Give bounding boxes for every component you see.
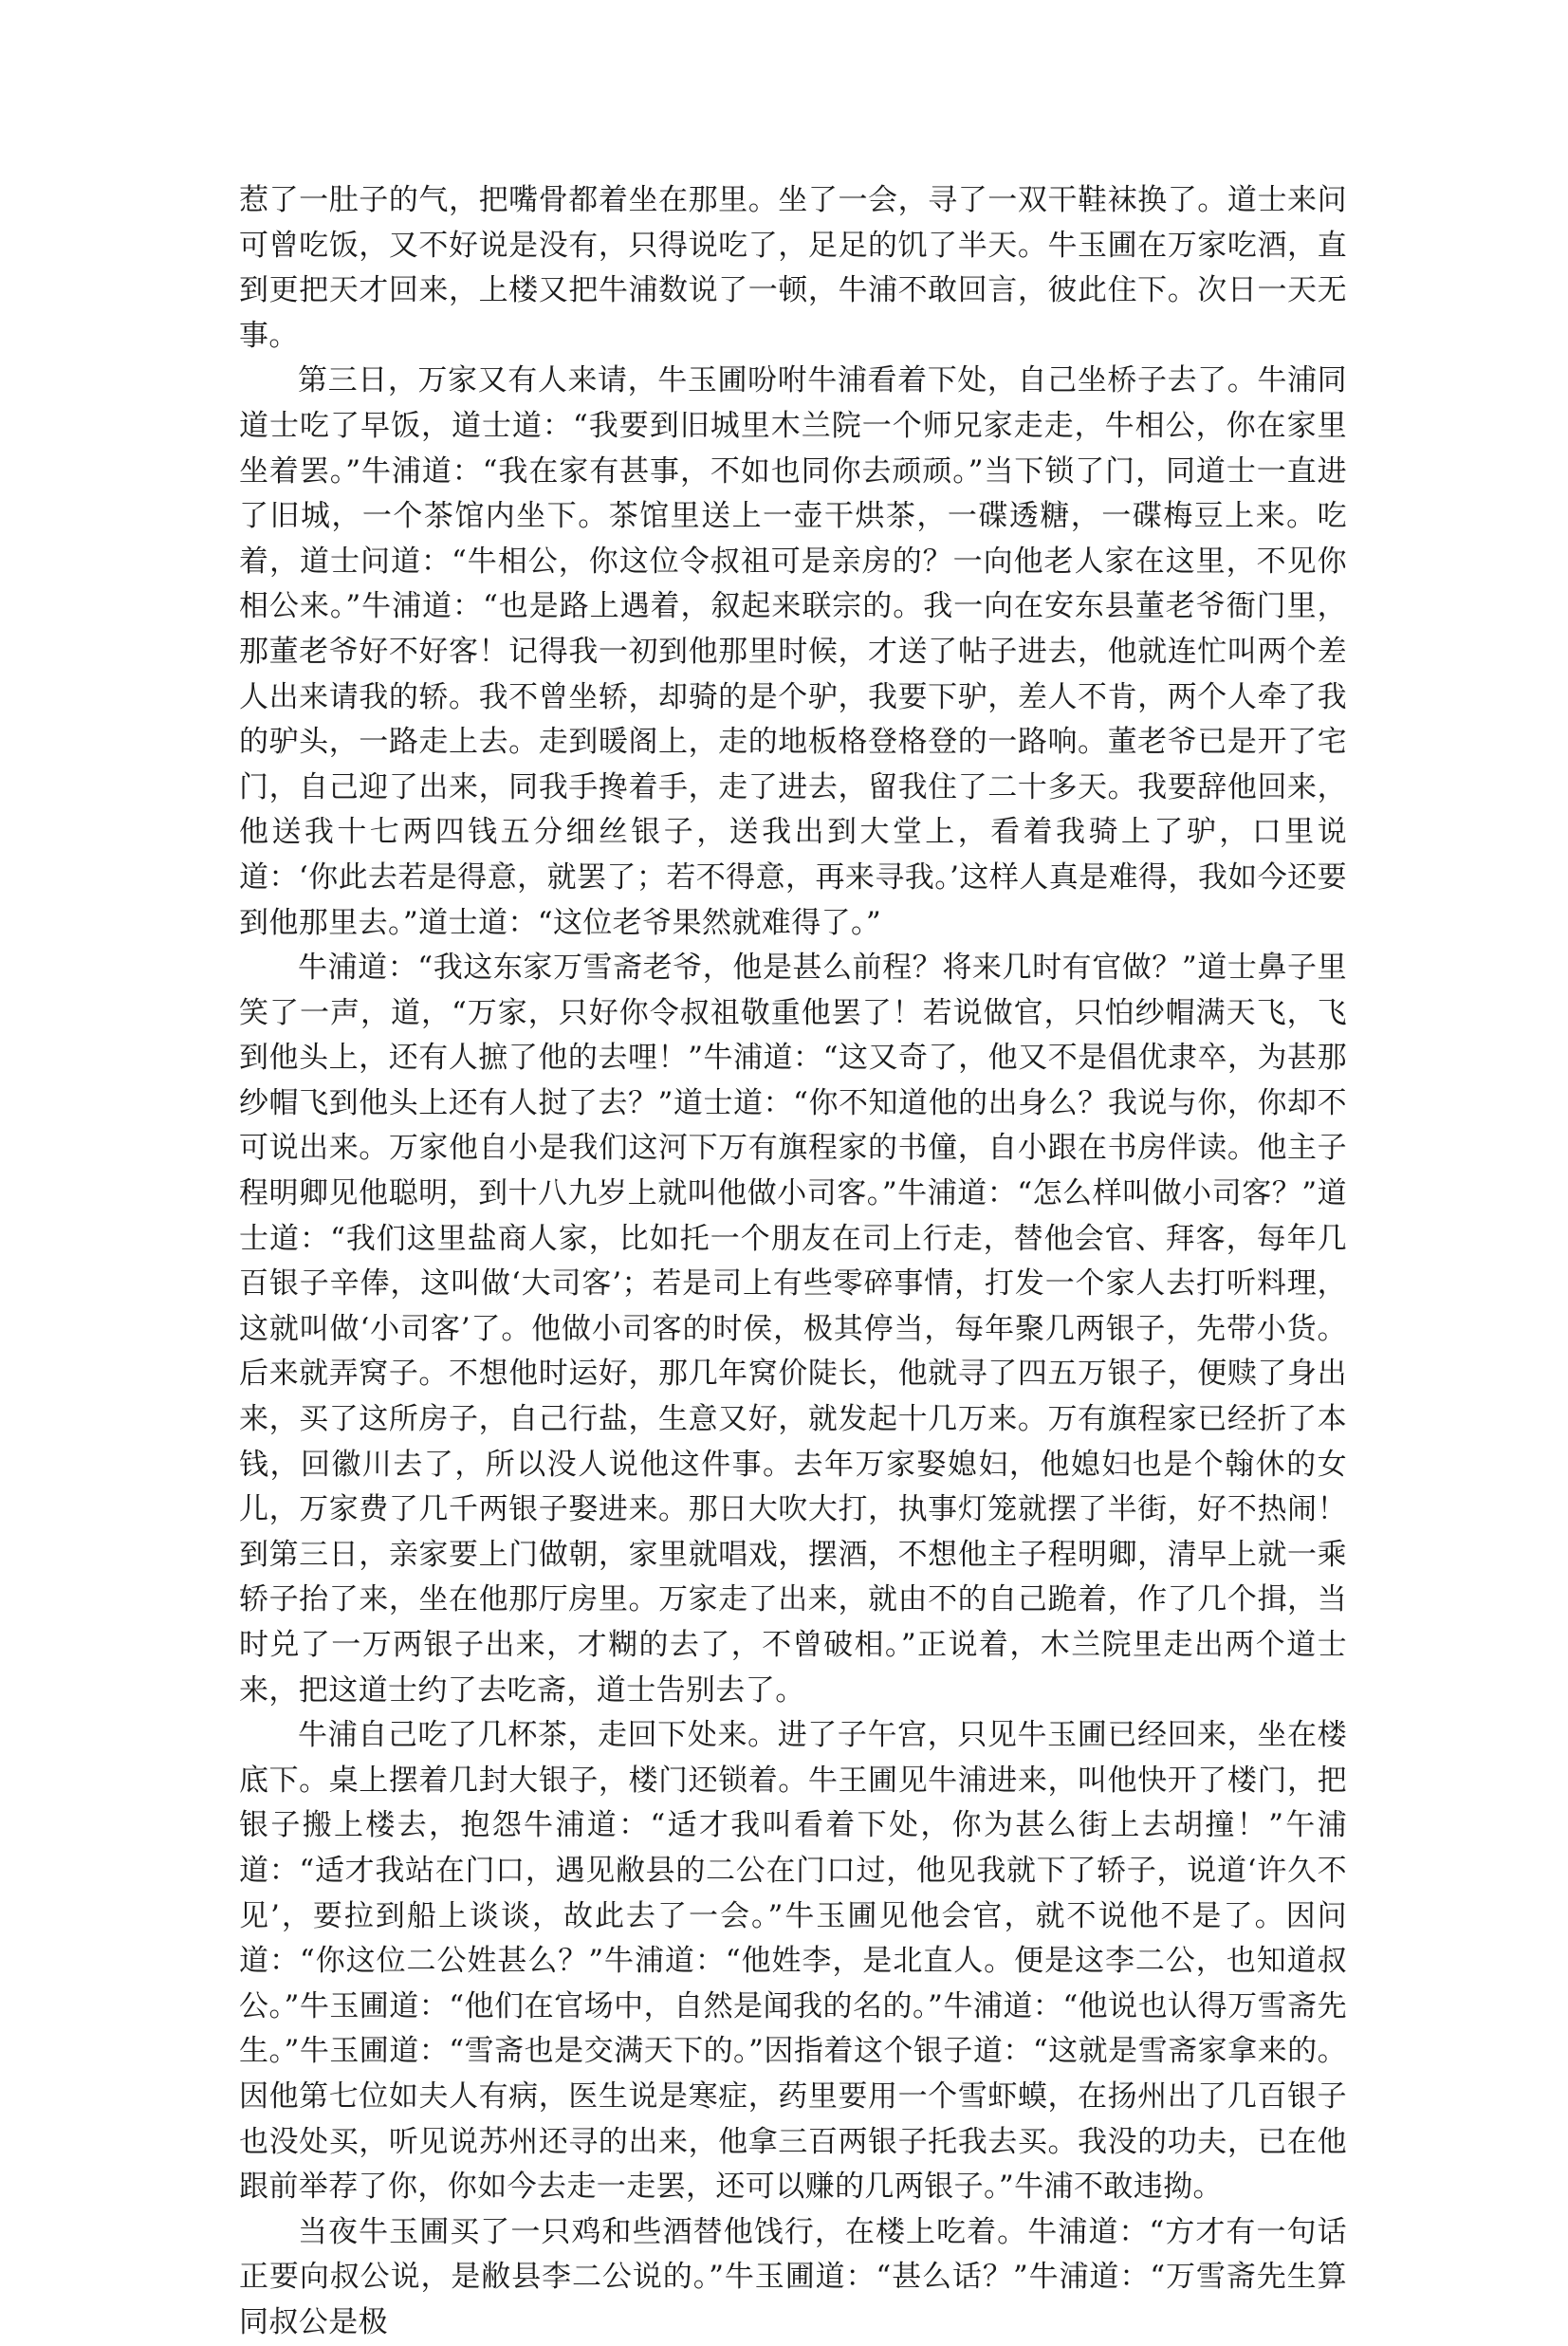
paragraph-2: 第三日，万家又有人来请，牛玉圃吩咐牛浦看着下处，自己坐桥子去了。牛浦同道士吃了早饭，道士道：“我要到旧城里木兰院一个师兄家走走，牛相公，你在家里坐着罢。”牛浦道：“我在家有甚事，不如也同你去顽顽。”当下锁了门，同道士一直进了旧城，一个茶馆内坐下。茶馆里送上一壶干烘茶，一碟透糖，一碟梅豆上来。吃着，道士问道：“牛相公，你这位令叔祖可是亲房的？一向他老人家在这里，不见你相公来。”牛浦道：“也是路上遇着，叙起来联宗的。我一向在安东县董老爷衙门里，那董老爷好不好客！记得我一初到他那里时候，才送了帖子进去，他就连忙叫两个差人出来请我的轿。我不曾坐轿，却骑的是个驴，我要下驴，差人不肯，两个人牵了我的驴头，一路走上去。走到暖阁上，走的地板格登格登的一路响。董老爷已是开了宅门，自己迎了出来，同我手搀着手，走了进去，留我住了二十多天。我要辞他回来，他送我十七两四钱五分细丝银子，送我出到大堂上，看着我骑上了驴，口里说道：‘你此去若是得意，就罢了；若不得意，再来寻我。’这样人真是难得，我如今还要到他那里去。”道士道：“这位老爷果然就难得了。”: [239, 363, 1347, 940]
paragraph-4: 牛浦自己吃了几杯茶，走回下处来。进了子午宫，只见牛玉圃已经回来，坐在楼底下。桌上摆着几封大银子，楼门还锁着。牛王圃见牛浦进来，叫他快开了楼门，把银子搬上楼去，抱怨牛浦道：“适才我叫看着下处，你为甚么街上去胡撞！”午浦道：“适才我站在门口，遇见敝县的二公在门口过，他见我就下了轿子，说道‘许久不见’，要拉到船上谈谈，故此去了一会。”牛玉圃见他会官，就不说他不是了。因问道：“你这位二公姓甚么？”牛浦道：“他姓李，是北直人。便是这李二公，也知道叔公。”牛玉圃道：“他们在官场中，自然是闻我的名的。”牛浦道：“他说也认得万雪斋先生。”牛玉圃道：“雪斋也是交满天下的。”因指着这个银子道：“这就是雪斋家拿来的。因他第七位如夫人有病，医生说是寒症，药里要用一个雪虾蟆，在扬州出了几百银子也没处买，听见说苏州还寻的出来，他拿三百两银子托我去买。我没的功夫，已在他跟前举荐了你，你如今去走一走罢，还可以赚的几两银子。”牛浦不敢违拗。: [239, 1718, 1347, 2205]
paragraph-1: 惹了一肚子的气，把嘴骨都着坐在那里。坐了一会，寻了一双干鞋袜换了。道士来问可曾吃饭，又不好说是没有，只得说吃了，足足的饥了半天。牛玉圃在万家吃酒，直到更把天才回来，上楼又把牛浦数说了一顿，牛浦不敢回言，彼此住下。次日一天无事。: [239, 183, 1347, 353]
paragraph-5: 当夜牛玉圃买了一只鸡和些酒替他饯行，在楼上吃着。牛浦道：“方才有一句话正要向叔公说，是敝县李二公说的。”牛玉圃道：“甚么话？”牛浦道：“万雪斋先生算同叔公是极: [239, 2214, 1347, 2339]
document-page: [239, 178, 1347, 2346]
paragraph-3: 牛浦道：“我这东家万雪斋老爷，他是甚么前程？将来几时有官做？”道士鼻子里笑了一声，道，“万家，只好你令叔祖敬重他罢了！若说做官，只怕纱帽满天飞，飞到他头上，还有人摭了他的去哩！”牛浦道：“这又奇了，他又不是倡优隶卒，为甚那纱帽飞到他头上还有人挝了去？”道士道：“你不知道他的出身么？我说与你，你却不可说出来。万家他自小是我们这河下万有旗程家的书僮，自小跟在书房伴读。他主子程明卿见他聪明，到十八九岁上就叫他做小司客。”牛浦道：“怎么样叫做小司客？”道士道：“我们这里盐商人家，比如托一个朋友在司上行走，替他会官、拜客，每年几百银子辛俸，这叫做‘大司客’；若是司上有些零碎事情，打发一个家人去打听料理，这就叫做‘小司客’了。他做小司客的时侯，极其停当，每年聚几两银子，先带小货。后来就弄窝子。不想他时运好，那几年窝价陡长，他就寻了四五万银子，便赎了身出来，买了这所房子，自己行盐，生意又好，就发起十几万来。万有旗程家已经折了本钱，回徽川去了，所以没人说他这件事。去年万家娶媳妇，他媳妇也是个翰休的女儿，万家费了几千两银子娶进来。那日大吹大打，执事灯笼就摆了半街，好不热闹！到第三日，亲家要上门做朝，家里就唱戏，摆酒，不想他主子程明卿，清早上就一乘轿子抬了来，坐在他那厅房里。万家走了出来，就由不的自己跪着，作了几个揖，当时兑了一万两银子出来，才糊的去了，不曾破相。”正说着，木兰院里走出两个道士来，把这道士约了去吃斋，道士告别去了。: [239, 951, 1347, 1708]
